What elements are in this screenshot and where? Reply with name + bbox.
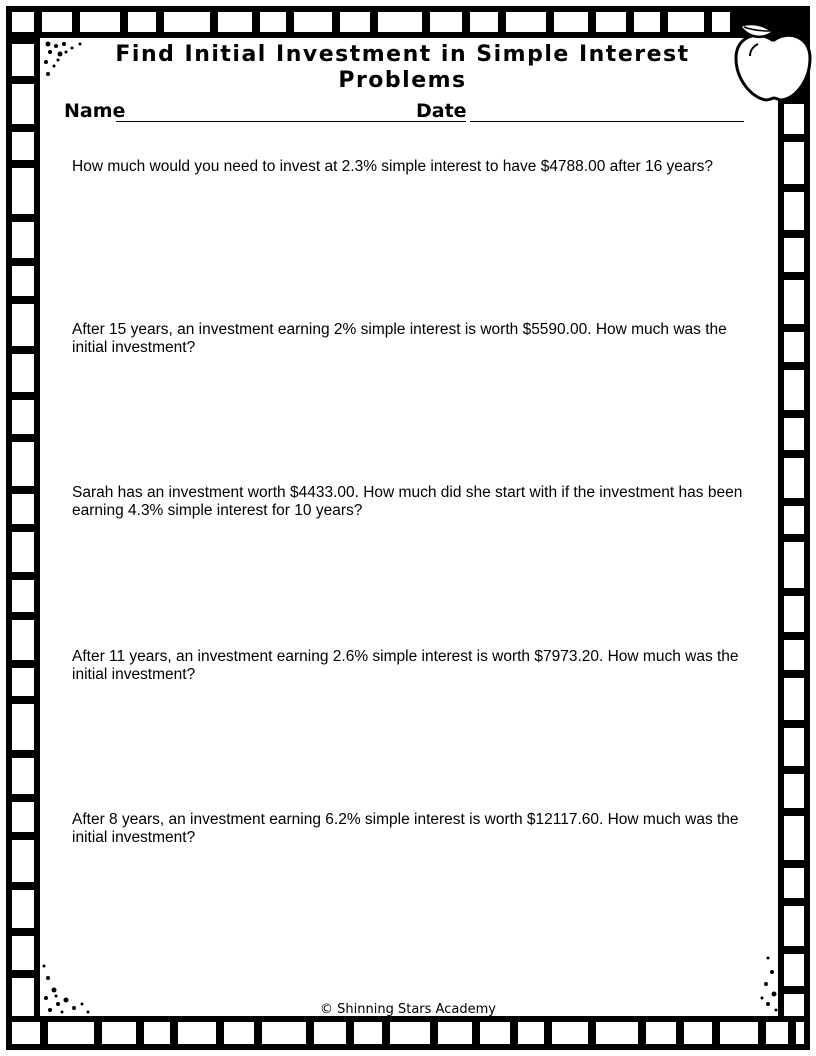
problem-3: Sarah has an investment worth $4433.00. How much did she start with if the investment has been earning 4.3% simple interest for 10 years?: [72, 484, 743, 519]
problem-2: After 15 years, an investment earning 2% simple interest is worth $5590.00. How much was the initial investment?: [72, 321, 727, 356]
problem-5: After 8 years, an investment earning 6.2% simple interest is worth $12117.60. How much was the initial investment?: [72, 811, 739, 846]
name-date-row: [64, 100, 744, 126]
date-field[interactable]: [470, 121, 744, 122]
name-label: Name: [64, 100, 126, 122]
date-label: Date: [416, 100, 467, 122]
copyright-footer: © Shinning Stars Academy: [320, 1002, 496, 1017]
problem-4: After 11 years, an investment earning 2.6% simple interest is worth $7973.20. How much was the initial investment?: [72, 648, 739, 683]
name-field[interactable]: [116, 121, 466, 122]
worksheet-title: Find Initial Investment in Simple Interest Problems: [115, 42, 690, 93]
problem-1: How much would you need to invest at 2.3% simple interest to have $4788.00 after 16 years?: [72, 158, 714, 175]
